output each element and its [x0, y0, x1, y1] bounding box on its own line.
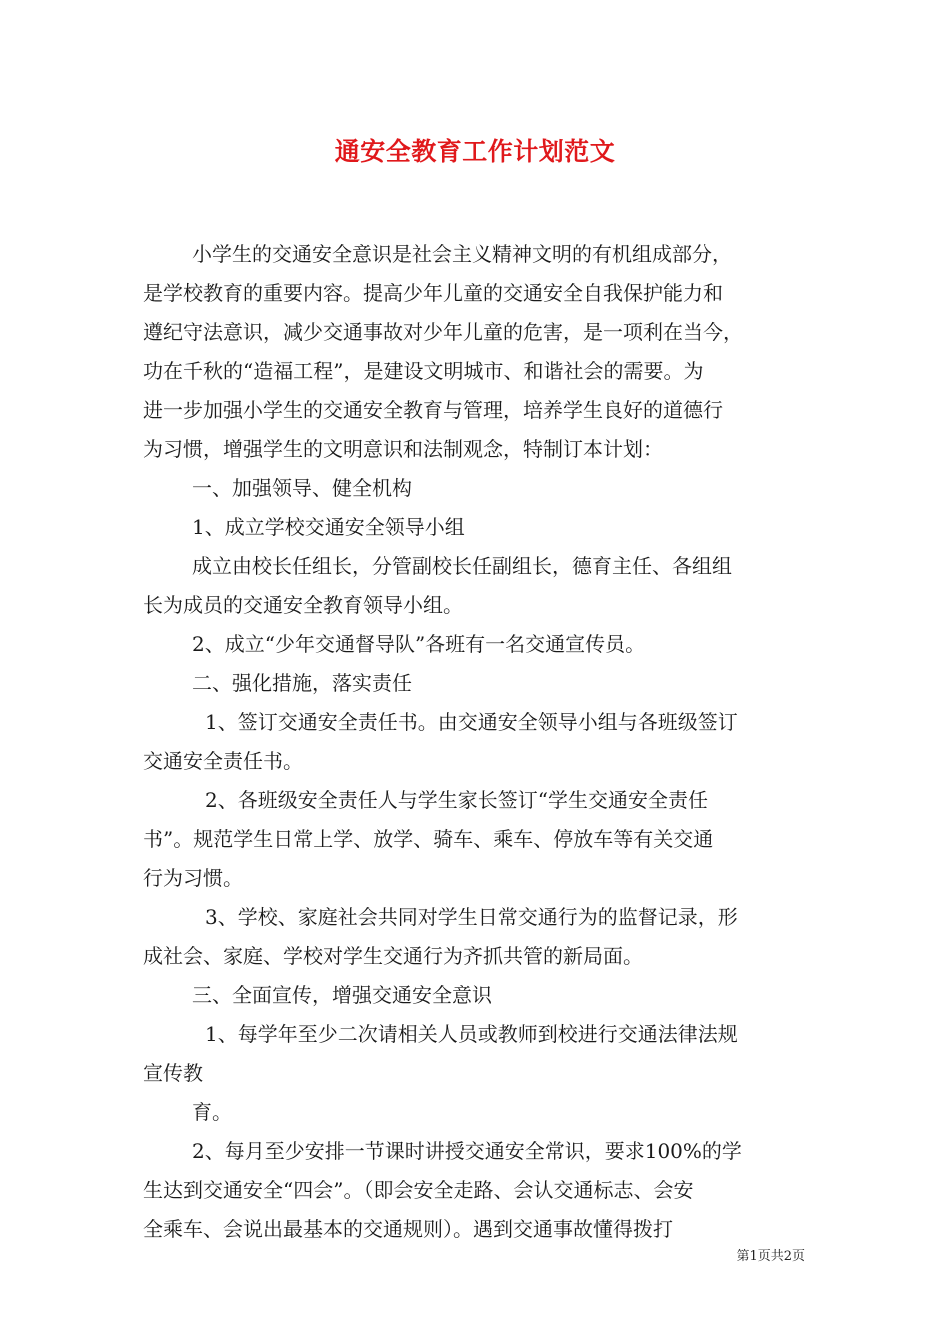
paragraph-line: 小学生的交通安全意识是社会主义精神文明的有机组成部分， [192, 242, 732, 266]
paragraph-line: 行为习惯。 [143, 866, 243, 890]
paragraph-line: 生达到交通安全“四会”。（即会安全走路、会认交通标志、会安 [143, 1178, 694, 1202]
paragraph-line: 遵纪守法意识，减少交通事故对少年儿童的危害，是一项利在当今， [143, 320, 743, 344]
paragraph-line: 进一步加强小学生的交通安全教育与管理，培养学生良好的道德行 [143, 398, 723, 422]
subsection-heading: 1、成立学校交通安全领导小组 [192, 515, 465, 539]
paragraph-line: 全乘车、会说出最基本的交通规则）。遇到交通事故懂得拨打 [143, 1217, 673, 1241]
paragraph-line: 育。 [192, 1100, 232, 1124]
paragraph-line: 成社会、家庭、学校对学生交通行为齐抓共管的新局面。 [143, 944, 643, 968]
page-indicator: 第1页共2页 [736, 1249, 805, 1264]
section-heading: 三、全面宣传，增强交通安全意识 [192, 983, 492, 1007]
paragraph-line: 3、学校、家庭社会共同对学生日常交通行为的监督记录，形 [205, 905, 738, 929]
paragraph-line: 成立由校长任组长，分管副校长任副组长，德育主任、各组组 [192, 554, 732, 578]
paragraph-line: 为习惯，增强学生的文明意识和法制观念，特制订本计划： [143, 437, 663, 461]
section-heading: 一、加强领导、健全机构 [192, 476, 412, 500]
paragraph-line: 2、各班级安全责任人与学生家长签订“学生交通安全责任 [205, 788, 708, 812]
page-title: 通安全教育工作计划范文 [334, 137, 616, 166]
paragraph-line: 1、签订交通安全责任书。由交通安全领导小组与各班级签订 [205, 710, 738, 734]
document-body [143, 235, 813, 1249]
paragraph-line: 功在千秋的“造福工程”，是建设文明城市、和谐社会的需要。为 [143, 359, 704, 383]
paragraph-line: 1、每学年至少二次请相关人员或教师到校进行交通法律法规 [205, 1022, 738, 1046]
paragraph-line: 长为成员的交通安全教育领导小组。 [143, 593, 463, 617]
paragraph-line: 交通安全责任书。 [143, 749, 303, 773]
paragraph-line: 是学校教育的重要内容。提高少年儿童的交通安全自我保护能力和 [143, 281, 723, 305]
paragraph-line: 书”。规范学生日常上学、放学、骑车、乘车、停放车等有关交通 [143, 827, 714, 851]
paragraph-line: 2、每月至少安排一节课时讲授交通安全常识，要求100%的学 [192, 1139, 742, 1163]
section-heading: 二、强化措施，落实责任 [192, 671, 412, 695]
paragraph-line: 宣传教 [143, 1061, 203, 1085]
subsection-heading: 2、成立“少年交通督导队”各班有一名交通宣传员。 [192, 632, 646, 656]
